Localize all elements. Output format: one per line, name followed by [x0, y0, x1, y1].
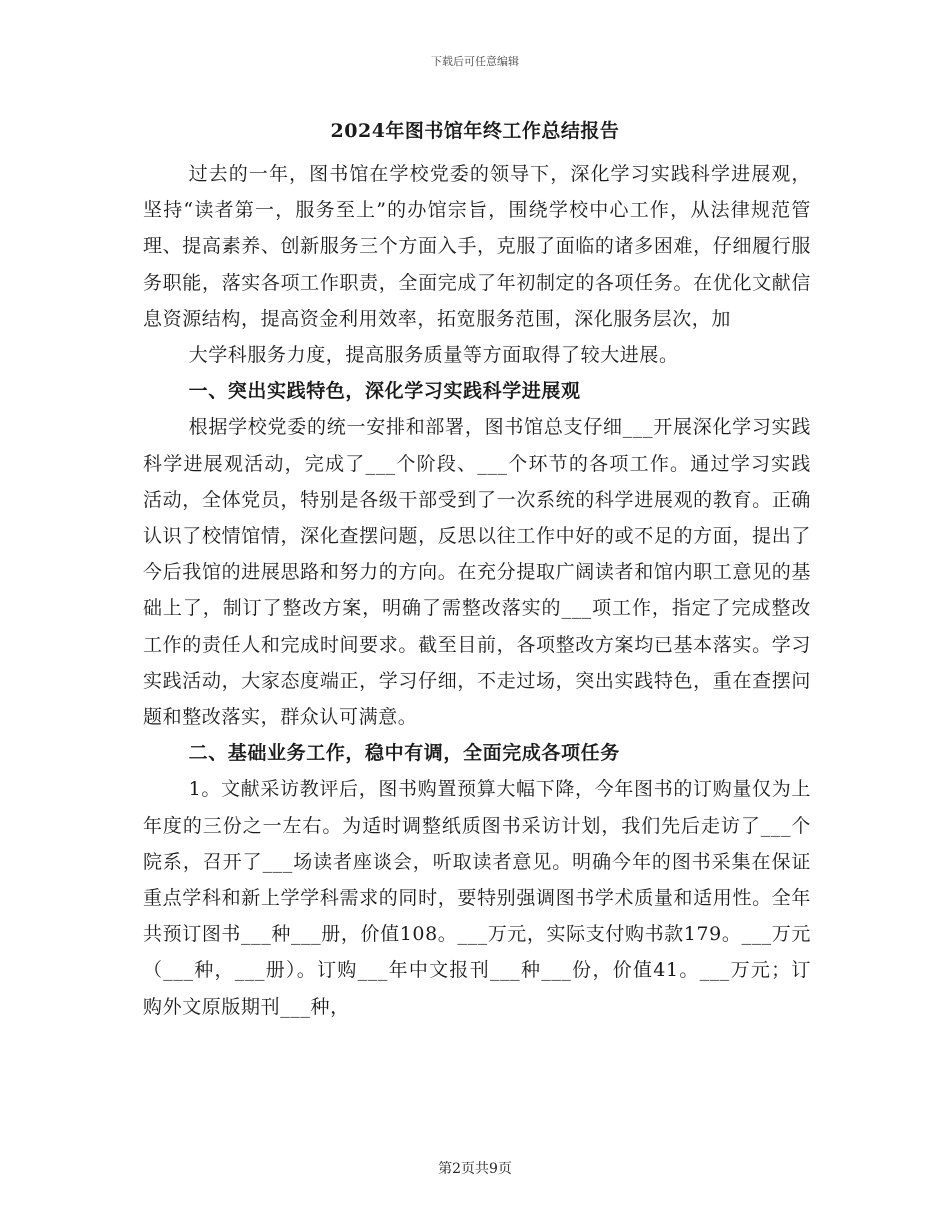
document-body [143, 156, 811, 1025]
paragraph-section-2: 1。文献采访教评后，图书购置预算大幅下降，今年图书的订购量仅为上年度的三份之一左右。为适时调整纸质图书采访计划，我们先后走访了___个院系，召开了___场读者座谈会，听取读者意见。明确今年的图书采集在保证重点学科和新上学学科需求的同时，要特别强调图书学术质量和适用性。全年共预订图书___种___册，价值108。___万元，实际支付购书款179。___万元（___种，___册）。订购___年中文报刊___种___份，价值41。___万元；订购外文原版期刊___种， [143, 778, 811, 1018]
section-heading-1: 一、突出实践特色，深化学习实践科学进展观 [188, 380, 581, 403]
page-number-footer: 第2页共9页 [438, 1161, 512, 1177]
document-title: 2024年图书馆年终工作总结报告 [330, 120, 620, 142]
section-heading-2: 二、基础业务工作，稳中有调，全面完成各项任务 [188, 742, 620, 765]
paragraph-intro-continued: 大学科服务力度，提高服务质量等方面取得了较大进展。 [188, 344, 679, 367]
paragraph-intro: 过去的一年，图书馆在学校党委的领导下，深化学习实践科学进展观，坚持“读者第一，服务至上”的办馆宗旨，围绕学校中心工作，从法律规范管理、提高素养、创新服务三个方面入手，克服了面临的诸多困难，仔细履行服务职能，落实各项工作职责，全面完成了年初制定的各项任务。在优化文献信息资源结构，提高资金利用效率，拓宽服务范围，深化服务层次，加 [143, 163, 811, 330]
paragraph-section-1: 根据学校党委的统一安排和部署，图书馆总支仔细___开展深化学习实践科学进展观活动，完成了___个阶段、___个环节的各项工作。通过学习实践活动，全体党员，特别是各级干部受到了一次系统的科学进展观的教育。正确认识了校情馆情，深化查摆问题，反思以往工作中好的或不足的方面，提出了今后我馆的进展思路和努力的方向。在充分提取广阔读者和馆内职工意见的基础上了，制订了整改方案，明确了需整改落实的___项工作，指定了完成整改工作的责任人和完成时间要求。截至目前，各项整改方案均已基本落实。学习实践活动，大家态度端正，学习仔细，不走过场，突出实践特色，重在查摆问题和整改落实，群众认可满意。 [143, 416, 811, 729]
header-note: 下载后可任意编辑 [431, 55, 519, 68]
